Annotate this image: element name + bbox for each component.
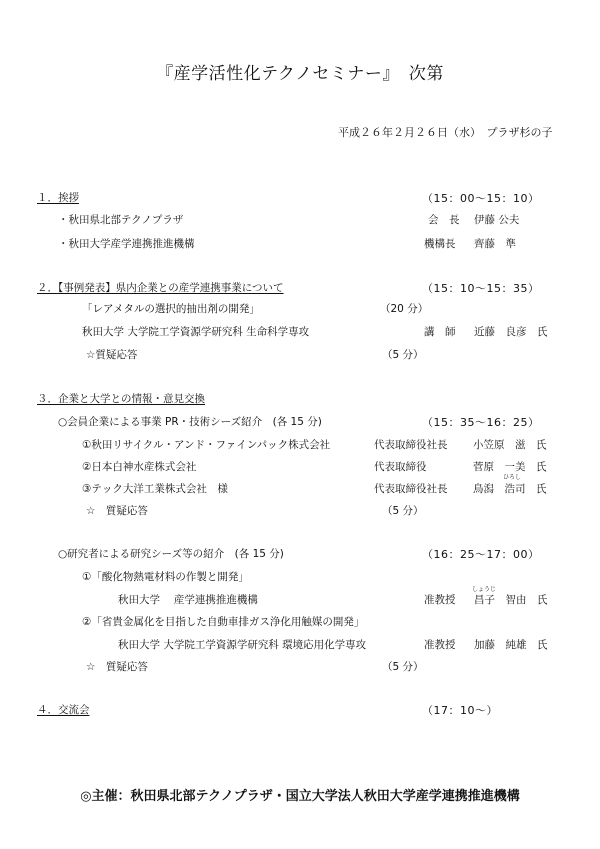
- presenter-title: 講 師: [424, 326, 456, 338]
- section-time-greeting: （15：00～15：10）: [422, 192, 540, 205]
- section-time-networking: （17：10～）: [422, 704, 498, 717]
- company-rep-title: 代表取締役社長: [374, 483, 448, 495]
- company-rep-name: 菅原 一美 氏: [473, 461, 547, 473]
- greeting-org: ・秋田県北部テクノプラザ: [58, 214, 184, 226]
- section-heading-greeting: １．挨拶: [37, 192, 79, 204]
- researcher-title: 准教授: [424, 594, 456, 606]
- name-ruby: しょうじ: [472, 586, 497, 593]
- qa-duration: （5 分）: [382, 661, 424, 673]
- researchers-heading: ○研究者による研究シーズ等の紹介 (各 15 分): [58, 548, 284, 560]
- company-rep-title: 代表取締役: [374, 461, 427, 473]
- presentation-duration: （20 分）: [380, 303, 429, 315]
- company-rep-name: 鳥潟 浩司 氏: [473, 483, 547, 495]
- greeting-name: 齊藤 準: [474, 238, 516, 250]
- researcher-name: 昌子 智由 氏: [474, 594, 548, 606]
- qa-session: ☆ 質疑応答: [86, 661, 148, 673]
- presentation-title: 「レアメタルの選択的抽出剤の開発」: [82, 303, 260, 315]
- researcher-title: 准教授: [424, 639, 456, 651]
- qa-session: ☆質疑応答: [86, 349, 138, 361]
- qa-session: ☆ 質疑応答: [86, 505, 148, 517]
- researcher-affiliation: 秋田大学 大学院工学資源学研究科 環境応用化学専攻: [118, 639, 367, 651]
- researchers-time: （16：25～17：00）: [422, 548, 540, 561]
- greeting-title: 機構長: [424, 238, 456, 250]
- company-name: ①秋田リサイクル・アンド・ファインパック株式会社: [82, 439, 331, 451]
- name-ruby: ひろし: [503, 474, 522, 481]
- researcher-affiliation: 秋田大学 産学連携推進機構: [118, 594, 258, 606]
- section-heading-networking: ４．交流会: [37, 704, 90, 716]
- research-topic: ①「酸化物熱電材料の作製と開発」: [82, 571, 249, 583]
- companies-heading: ○会員企業による事業 PR・技術シーズ紹介 (各 15 分): [58, 416, 322, 428]
- section-time-case-study: （15：10～15：35）: [422, 282, 540, 295]
- qa-duration: （5 分）: [382, 505, 424, 517]
- companies-time: （15：35～16：25）: [422, 416, 540, 429]
- page-title: 『産学活性化テクノセミナー』 次第: [156, 64, 444, 84]
- greeting-title: 会 長: [428, 214, 460, 226]
- section-heading-case-study: ２．【事例発表】県内企業との産学連携事業について: [37, 282, 284, 294]
- company-rep-name: 小笠原 滋 氏: [473, 439, 547, 451]
- company-rep-title: 代表取締役社長: [374, 439, 448, 451]
- company-name: ②日本白神水産株式会社: [82, 461, 197, 473]
- researcher-name: 加藤 純雄 氏: [474, 639, 548, 651]
- presenter-name: 近藤 良彦 氏: [474, 326, 548, 338]
- greeting-org: ・秋田大学産学連携推進機構: [58, 238, 195, 250]
- presenter-affiliation: 秋田大学 大学院工学資源学研究科 生命科学専攻: [82, 326, 310, 338]
- company-name: ③テック大洋工業株式会社 様: [82, 483, 228, 495]
- date-place: 平成２６年２月２６日（水） プラザ杉の子: [338, 126, 553, 139]
- greeting-name: 伊藤 公夫: [474, 214, 520, 226]
- section-heading-exchange: ３．企業と大学との情報・意見交換: [37, 393, 205, 405]
- organizer-footer: ◎主催：秋田県北部テクノプラザ・国立大学法人秋田大学産学連携推進機構: [80, 789, 520, 804]
- qa-duration: （5 分）: [382, 349, 424, 361]
- research-topic: ②「省貴金属化を目指した自動車排ガス浄化用触媒の開発」: [82, 616, 365, 628]
